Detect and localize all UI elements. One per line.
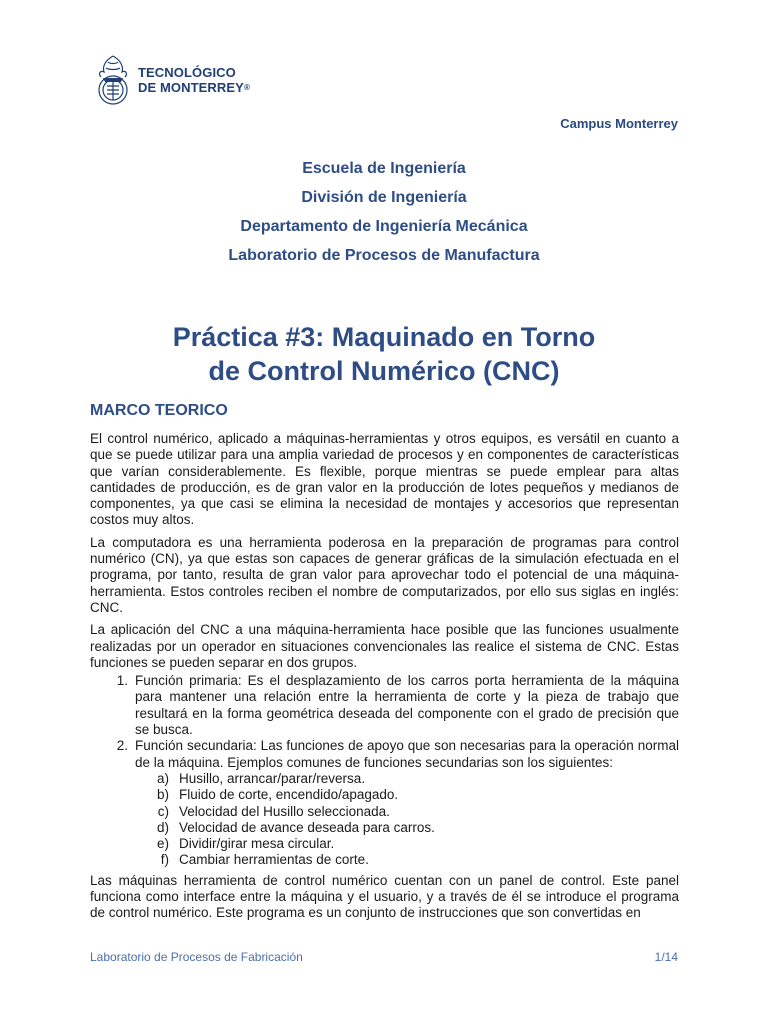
sub-list-item [144,820,679,836]
list-item [90,738,679,771]
registered-mark: ® [243,83,250,92]
title-line-1: Práctica #3: Maquinado en Torno [172,322,596,352]
sub-list-item [144,852,679,868]
paragraph-4: Las máquinas herramienta de control numérico cuentan con un panel de control. Este panel funciona como interface entre la máquina y el usuario, y a través de él se introduce el programa de control numérico. Este programa es un conjunto de instrucciones que son convertidas en [90,872,679,921]
paragraph-2: La computadora es una herramienta poderosa en la preparación de programas para control numérico (CN), ya que estas son capaces de generar gráficas de la simulación efectuada en el programa, por tanto, resulta de gran valor para aprovechar todo el potencial de una máquina-herramienta. Estos controles reciben el nombre de computarizados, por ello sus siglas en inglés: CNC. [90,534,679,615]
page-number: 1/14 [654,950,678,964]
sub-list-item [144,836,679,852]
document-body [90,431,679,928]
sub-list-text: Husillo, arrancar/parar/reversa. [179,770,366,786]
logo-line-2 [138,80,250,95]
footer-lab-name: Laboratorio de Procesos de Fabricación [90,950,303,964]
school-line-3: Departamento de Ingeniería Mecánica [240,218,528,235]
campus-label: Campus Monterrey [560,116,678,131]
title-line-2: de Control Numérico (CNC) [208,356,560,386]
sub-list-marker: f) [160,852,169,868]
list-item [90,673,679,738]
list-marker: 2. [116,738,128,754]
sub-list-item [144,771,679,787]
sub-list-item [144,787,679,803]
logo-wordmark [138,65,250,95]
institution-logo [94,52,250,108]
list-item-text: Función secundaria: Las funciones de apoyo que son necesarias para la operación normal de la máquina. Ejemplos comunes de funciones secundarias son los siguientes: [135,738,679,770]
sub-list-text: Velocidad de avance deseada para carros. [179,819,435,835]
secondary-function-list [144,771,679,869]
sub-list-text: Cambiar herramientas de corte. [179,852,369,868]
institution-seal-icon [94,52,132,108]
sub-list-marker: e) [156,836,169,852]
school-line-4: Laboratorio de Procesos de Manufactura [228,247,540,264]
logo-line-2-text: DE MONTERREY [138,80,244,95]
function-list [90,673,679,771]
section-heading: MARCO TEORICO [90,402,228,419]
paragraph-1: El control numérico, aplicado a máquinas-herramientas y otros equipos, es versátil en cuanto a que se puede utilizar para una amplia variedad de procesos y en componentes de características que varían considerablemente. Es flexible, porque mientras se puede emplear para altas cantidades de producción, es de gran valor en la producción de lotes pequeños y medianos de componentes, ya que casi se elimina la necesidad de montajes y accesorios que representan costos muy altos. [90,431,679,528]
school-line-2: División de Ingeniería [301,189,467,206]
sub-list-marker: a) [156,770,169,786]
school-line-1: Escuela de Ingeniería [302,160,466,177]
document-title [0,320,768,388]
school-heading [0,154,768,270]
sub-list-marker: d) [156,819,169,835]
sub-list-marker: c) [157,803,169,819]
list-item-text: Función primaria: Es el desplazamiento de los carros porta herramienta de la máquina para mantener una relación entre la herramienta de corte y la pieza de trabajo que resultará en la forma geométrica deseada del componente con el grado de precisión que se busca. [135,673,679,738]
paragraph-3: La aplicación del CNC a una máquina-herramienta hace posible que las funciones usualmente realizadas por un operador en situaciones convencionales las realice el sistema de CNC. Estas funciones se pueden separar en dos grupos. [90,622,679,670]
sub-list-text: Fluido de corte, encendido/apagado. [179,787,399,803]
sub-list-marker: b) [156,787,169,803]
sub-list-text: Dividir/girar mesa circular. [179,836,335,852]
sub-list-item [144,804,679,820]
list-marker: 1. [116,673,128,689]
sub-list-text: Velocidad del Husillo seleccionada. [179,803,390,819]
logo-line-1: TECNOLÓGICO [138,65,236,80]
